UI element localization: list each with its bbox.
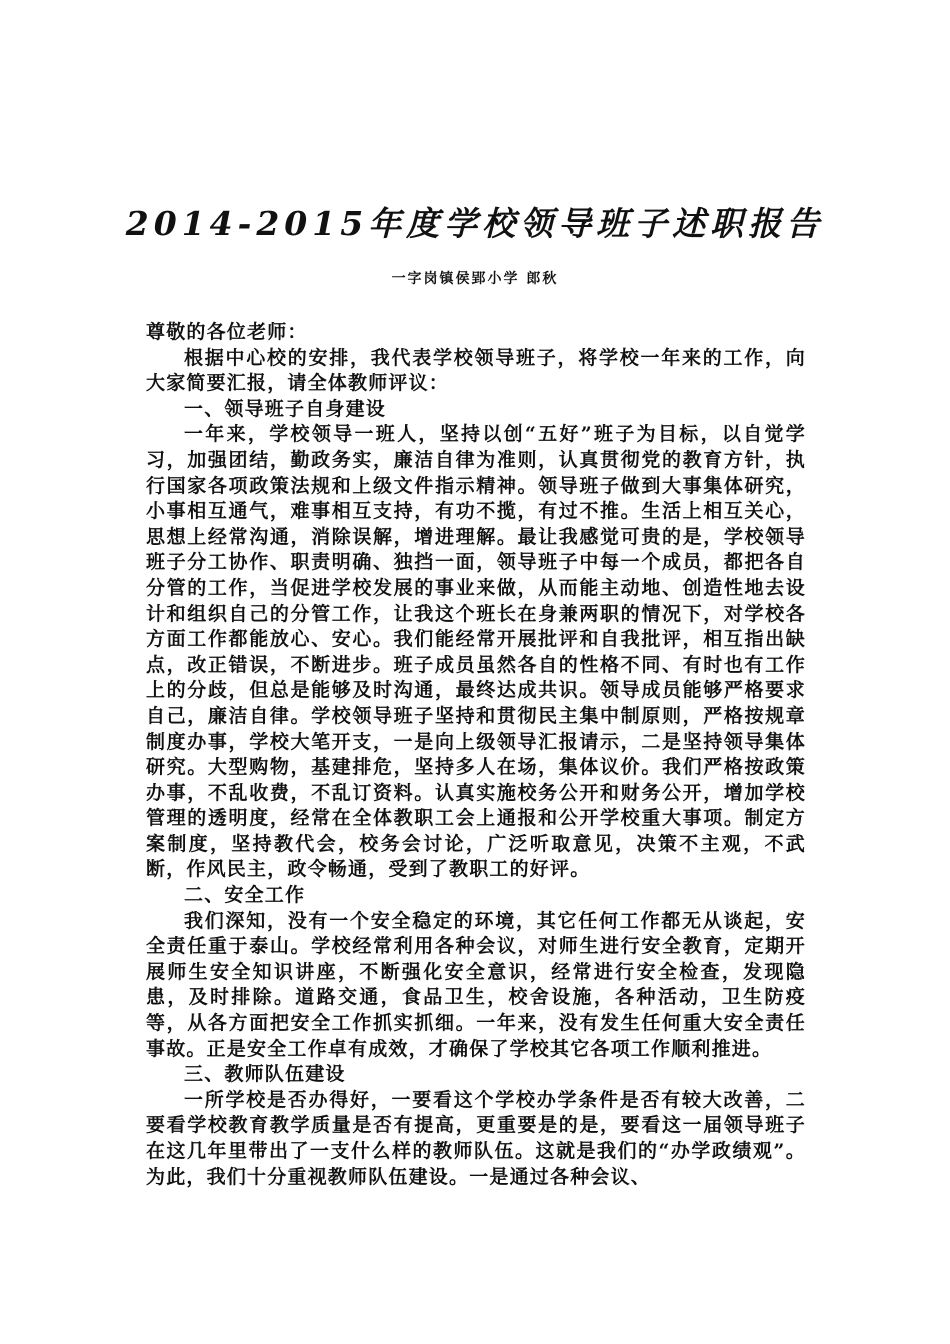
section-heading-safety: 二、安全工作 [184,884,306,907]
paragraph-intro: 根据中心校的安排，我代表学校领导班子，将学校一年来的工作，向大家简要汇报，请全体教师评议： [146,346,806,395]
section-heading-leadership: 一、领导班子自身建设 [184,397,387,420]
section-heading-teachers: 三、教师队伍建设 [184,1063,346,1086]
document-body [146,320,806,1190]
paragraph-teachers: 一所学校是否办得好，一要看这个学校办学条件是否有较大改善，二要看学校教育教学质量是否有提高，更重要是的是，要看这一届领导班子在这几年里带出了一支什么样的教师队伍。这就是我们的“办学政绩观”。为此，我们十分重视教师队伍建设。一是通过各种会议、 [146,1088,806,1188]
document-author-line: 一字岗镇侯郢小学 郎秋 [391,271,559,287]
paragraph-leadership: 一年来，学校领导一班人，坚持以创“五好”班子为目标，以自觉学习，加强团结，勤政务实，廉洁自律为准则，认真贯彻党的教育方针，执行国家各项政策法规和上级文件指示精神。领导班子做到大事集体研究，小事相互通气，难事相互支持，有功不揽，有过不推。生活上相互关心，思想上经常沟通，消除误解，增进理解。最让我感觉可贵的是，学校领导班子分工协作、职责明确、独挡一面，领导班子中每一个成员，都把各自分管的工作，当促进学校发展的事业来做，从而能主动地、创造性地去设计和组织自己的分管工作，让我这个班长在身兼两职的情况下，对学校各方面工作都能放心、安心。我们能经常开展批评和自我批评，相互指出缺点，改正错误，不断进步。班子成员虽然各自的性格不同、有时也有工作上的分歧，但总是能够及时沟通，最终达成共识。领导成员能够严格要求自己，廉洁自律。学校领导班子坚持和贯彻民主集中制原则，严格按规章制度办事，学校大笔开支，一是向上级领导汇报请示，二是坚持领导集体研究。大型购物，基建排危，坚持多人在场，集体议价。我们严格按政策办事，不乱收费，不乱订资料。认真实施校务公开和财务公开，增加学校管理的透明度，经常在全体教职工会上通报和公开学校重大事项。制定方案制度，坚持教代会，校务会讨论，广泛听取意见，决策不主观，不武断，作风民主，政令畅通，受到了教职工的好评。 [146,423,806,881]
document-title: 2014-2015年度学校领导班子述职报告 [125,204,825,243]
paragraph-safety: 我们深知，没有一个安全稳定的环境，其它任何工作都无从谈起，安全责任重于泰山。学校经常利用各种会议，对师生进行安全教育，定期开展师生安全知识讲座，不断强化安全意识，经常进行安全检查，发现隐患，及时排除。道路交通，食品卫生，校舍设施，各种活动，卫生防疫等，从各方面把安全工作抓实抓细。一年来，没有发生任何重大安全责任事故。正是安全工作卓有成效，才确保了学校其它各项工作顺利推进。 [146,909,806,1060]
salutation: 尊敬的各位老师： [146,321,308,343]
